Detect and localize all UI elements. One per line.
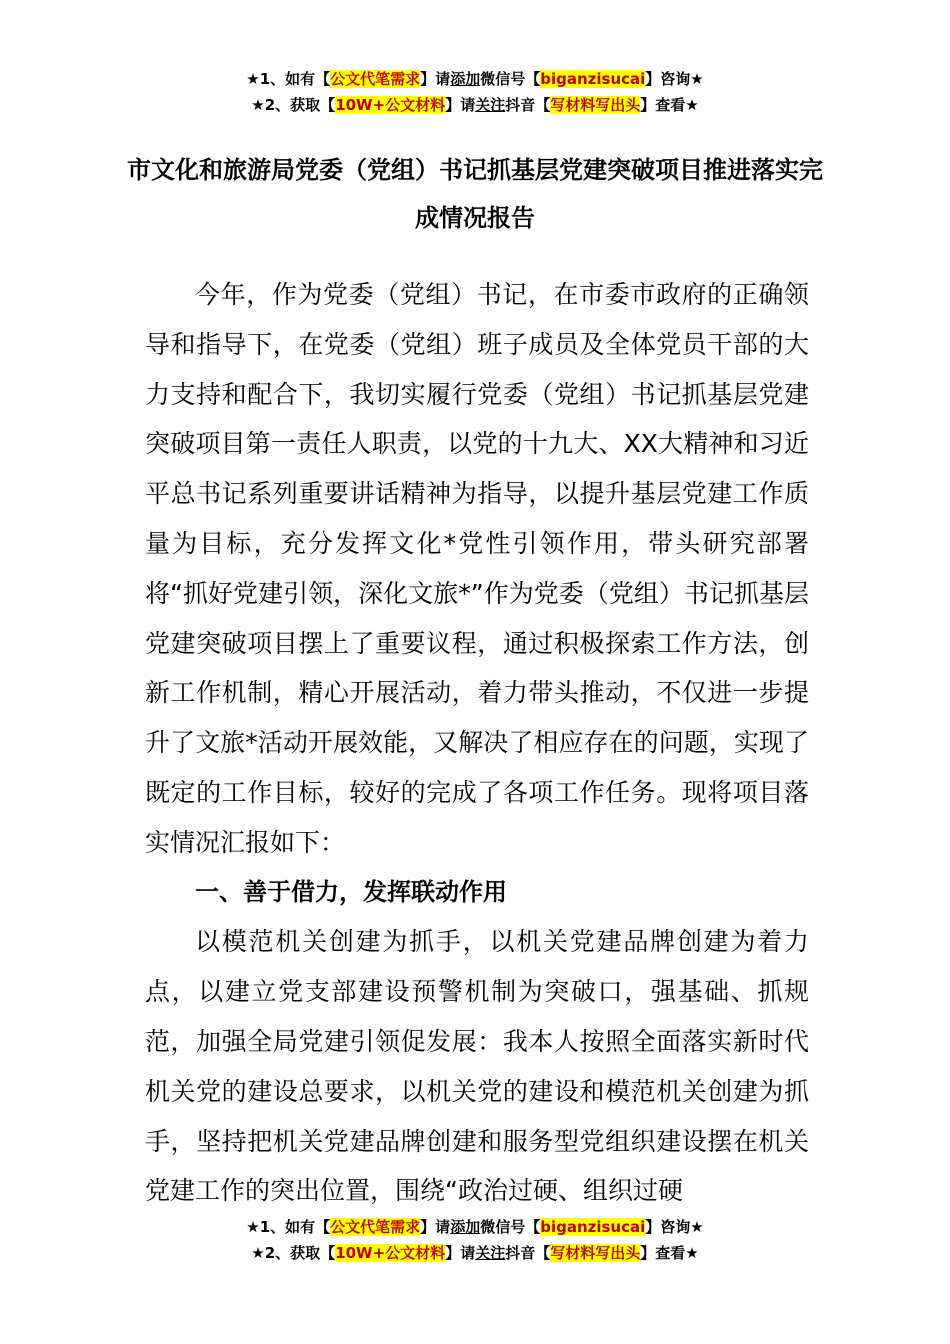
promo-text: 】查看★	[640, 96, 699, 114]
promo-text: 微信号【	[480, 1218, 541, 1236]
promo-text: 】请	[445, 1244, 476, 1262]
promo-text: 】请	[420, 70, 451, 88]
highlight-wechat-id: biganzisucai	[540, 1218, 646, 1236]
promo-text: 抖音【	[505, 1244, 551, 1262]
promo-text-underlined: 添加	[450, 70, 481, 88]
promo-text: ★2、获取【	[251, 96, 336, 114]
highlight-wechat-id: biganzisucai	[540, 70, 646, 88]
promo-text-underlined: 添加	[450, 1218, 481, 1236]
promo-text: 】请	[445, 96, 476, 114]
promo-line-2	[0, 1240, 950, 1266]
document-title: 市文化和旅游局党委（党组）书记抓基层党建突破项目推进落实完成情况报告	[127, 156, 823, 232]
highlight-writing-service: 公文代笔需求	[330, 1218, 421, 1236]
document-body	[145, 270, 809, 1208]
paragraph-section-1: 以模范机关创建为抓手，以机关党建品牌创建为着力点，以建立党支部建设预警机制为突破口，强基础、抓规范，加强全局党建引领促发展：我本人按照全面落实新时代机关党的建设总要求，以机关党的建设和模范机关创建为抓手，坚持把机关党建品牌创建和服务型党组织建设摆在机关党建工作的突出位置，围绕“政治过硬、组织过硬	[145, 927, 809, 1206]
promo-text: 】咨询★	[645, 70, 704, 88]
promo-text: ★1、如有【	[246, 1218, 331, 1236]
highlight-materials: 10W+公文材料	[335, 96, 446, 114]
promo-text: 微信号【	[480, 70, 541, 88]
highlight-writing-service: 公文代笔需求	[330, 70, 421, 88]
promo-banner-bottom	[0, 1214, 950, 1266]
promo-line-1	[0, 1214, 950, 1240]
highlight-douyin-account: 写材料写出头	[550, 96, 641, 114]
promo-text: 抖音【	[505, 96, 551, 114]
promo-text-underlined: 关注	[475, 96, 506, 114]
highlight-materials: 10W+公文材料	[335, 1244, 446, 1262]
promo-text: ★1、如有【	[246, 70, 331, 88]
promo-text: 】查看★	[640, 1244, 699, 1262]
highlight-douyin-account: 写材料写出头	[550, 1244, 641, 1262]
promo-text: 】请	[420, 1218, 451, 1236]
section-heading-1: 一、善于借力，发挥联动作用	[195, 877, 507, 906]
promo-text: ★2、获取【	[251, 1244, 336, 1262]
promo-text-underlined: 关注	[475, 1244, 506, 1262]
promo-text: 】咨询★	[645, 1218, 704, 1236]
paragraph-intro: 今年，作为党委（党组）书记，在市委市政府的正确领导和指导下，在党委（党组）班子成员及全体党员干部的大力支持和配合下，我切实履行党委（党组）书记抓基层党建突破项目第一责任人职责，以党的十九大、XX大精神和习近平总书记系列重要讲话精神为指导，以提升基层党建工作质量为目标，充分发挥文化*党性引领作用，带头研究部署将“抓好党建引领，深化文旅*”作为党委（党组）书记抓基层党建突破项目摆上了重要议程，通过积极探索工作方法，创新工作机制，精心开展活动，着力带头推动，不仅进一步提升了文旅*活动开展效能，又解决了相应存在的问题，实现了既定的工作目标，较好的完成了各项工作任务。现将项目落实情况汇报如下：	[145, 280, 809, 857]
